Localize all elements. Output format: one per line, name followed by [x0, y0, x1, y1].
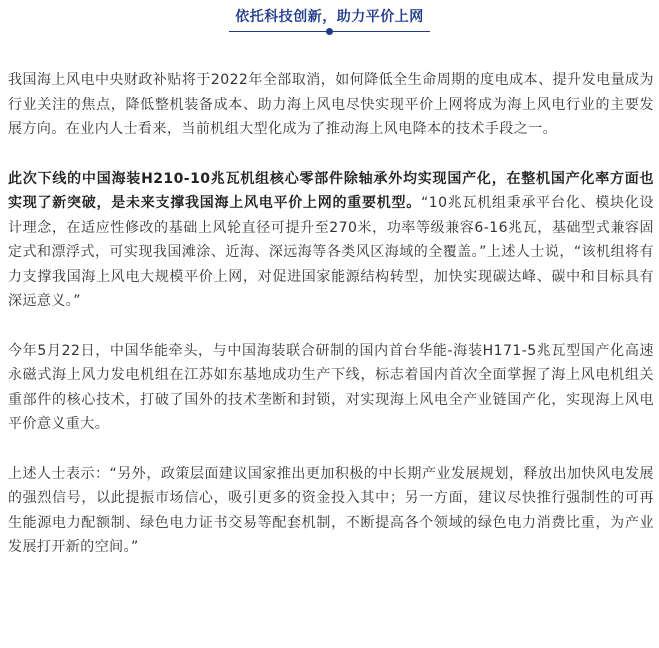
paragraph-2-rest: “10兆瓦机组秉承平台化、模块化设计理念，在适应性修改的基础上风轮直径可提升至270米，功率等级兼容6-16兆瓦，基础型式兼容固定式和漂浮式，可实现我国滩涂、近海、深远海等各类风区海域的全覆盖。”上述人士说，“该机组将有力支撑我国海上风电大规模平价上网，对促进国家能源结构转型，加快实现碳达峰、碳中和目标具有深远意义。” — [8, 195, 654, 309]
heading-dot-icon — [326, 28, 333, 35]
paragraph-2 — [8, 167, 654, 314]
paragraph-1: 我国海上风电中央财政补贴将于2022年全部取消，如何降低全生命周期的度电成本、提升发电量成为行业关注的焦点，降低整机装备成本、助力海上风电尽快实现平价上网将成为海上风电行业的主要发展方向。在业内人士看来，当前机组大型化成为了推动海上风电降本的技术手段之一。 — [8, 72, 654, 137]
section-heading-text: 依托科技创新，助力平价上网 — [235, 9, 424, 25]
paragraph-4: 上述人士表示：“另外，政策层面建议国家推出更加积极的中长期产业发展规划，释放出加快风电发展的强烈信号，以此提振市场信心，吸引更多的资金投入其中；另一方面，建议尽快推行强制性的可再生能源电力配额制、绿色电力证书交易等配套机制，不断提高各个领域的绿色电力消费比重，为产业发展打开新的空间。” — [8, 465, 654, 555]
section-heading — [229, 6, 430, 32]
article-body — [8, 68, 654, 585]
paragraph-2-bold: 此次下线的中国海装H210-10兆瓦机组核心零部件除轴承外均实现国产化，在整机国产化率方面也实现了新突破，是未来支撑我国海上风电平价上网的重要机型。 — [8, 170, 654, 211]
paragraph-3: 今年5月22日，中国华能牵头，与中国海装联合研制的国内首台华能-海装H171-5兆瓦型国产化高速永磁式海上风力发电机组在江苏如东基地成功生产下线，标志着国内首次全面掌握了海上风电机组关重部件的核心技术，打破了国外的技术垄断和封锁，对实现海上风电全产业链国产化，实现海上风电平价意义重大。 — [8, 342, 654, 432]
section-heading-container — [0, 6, 659, 32]
